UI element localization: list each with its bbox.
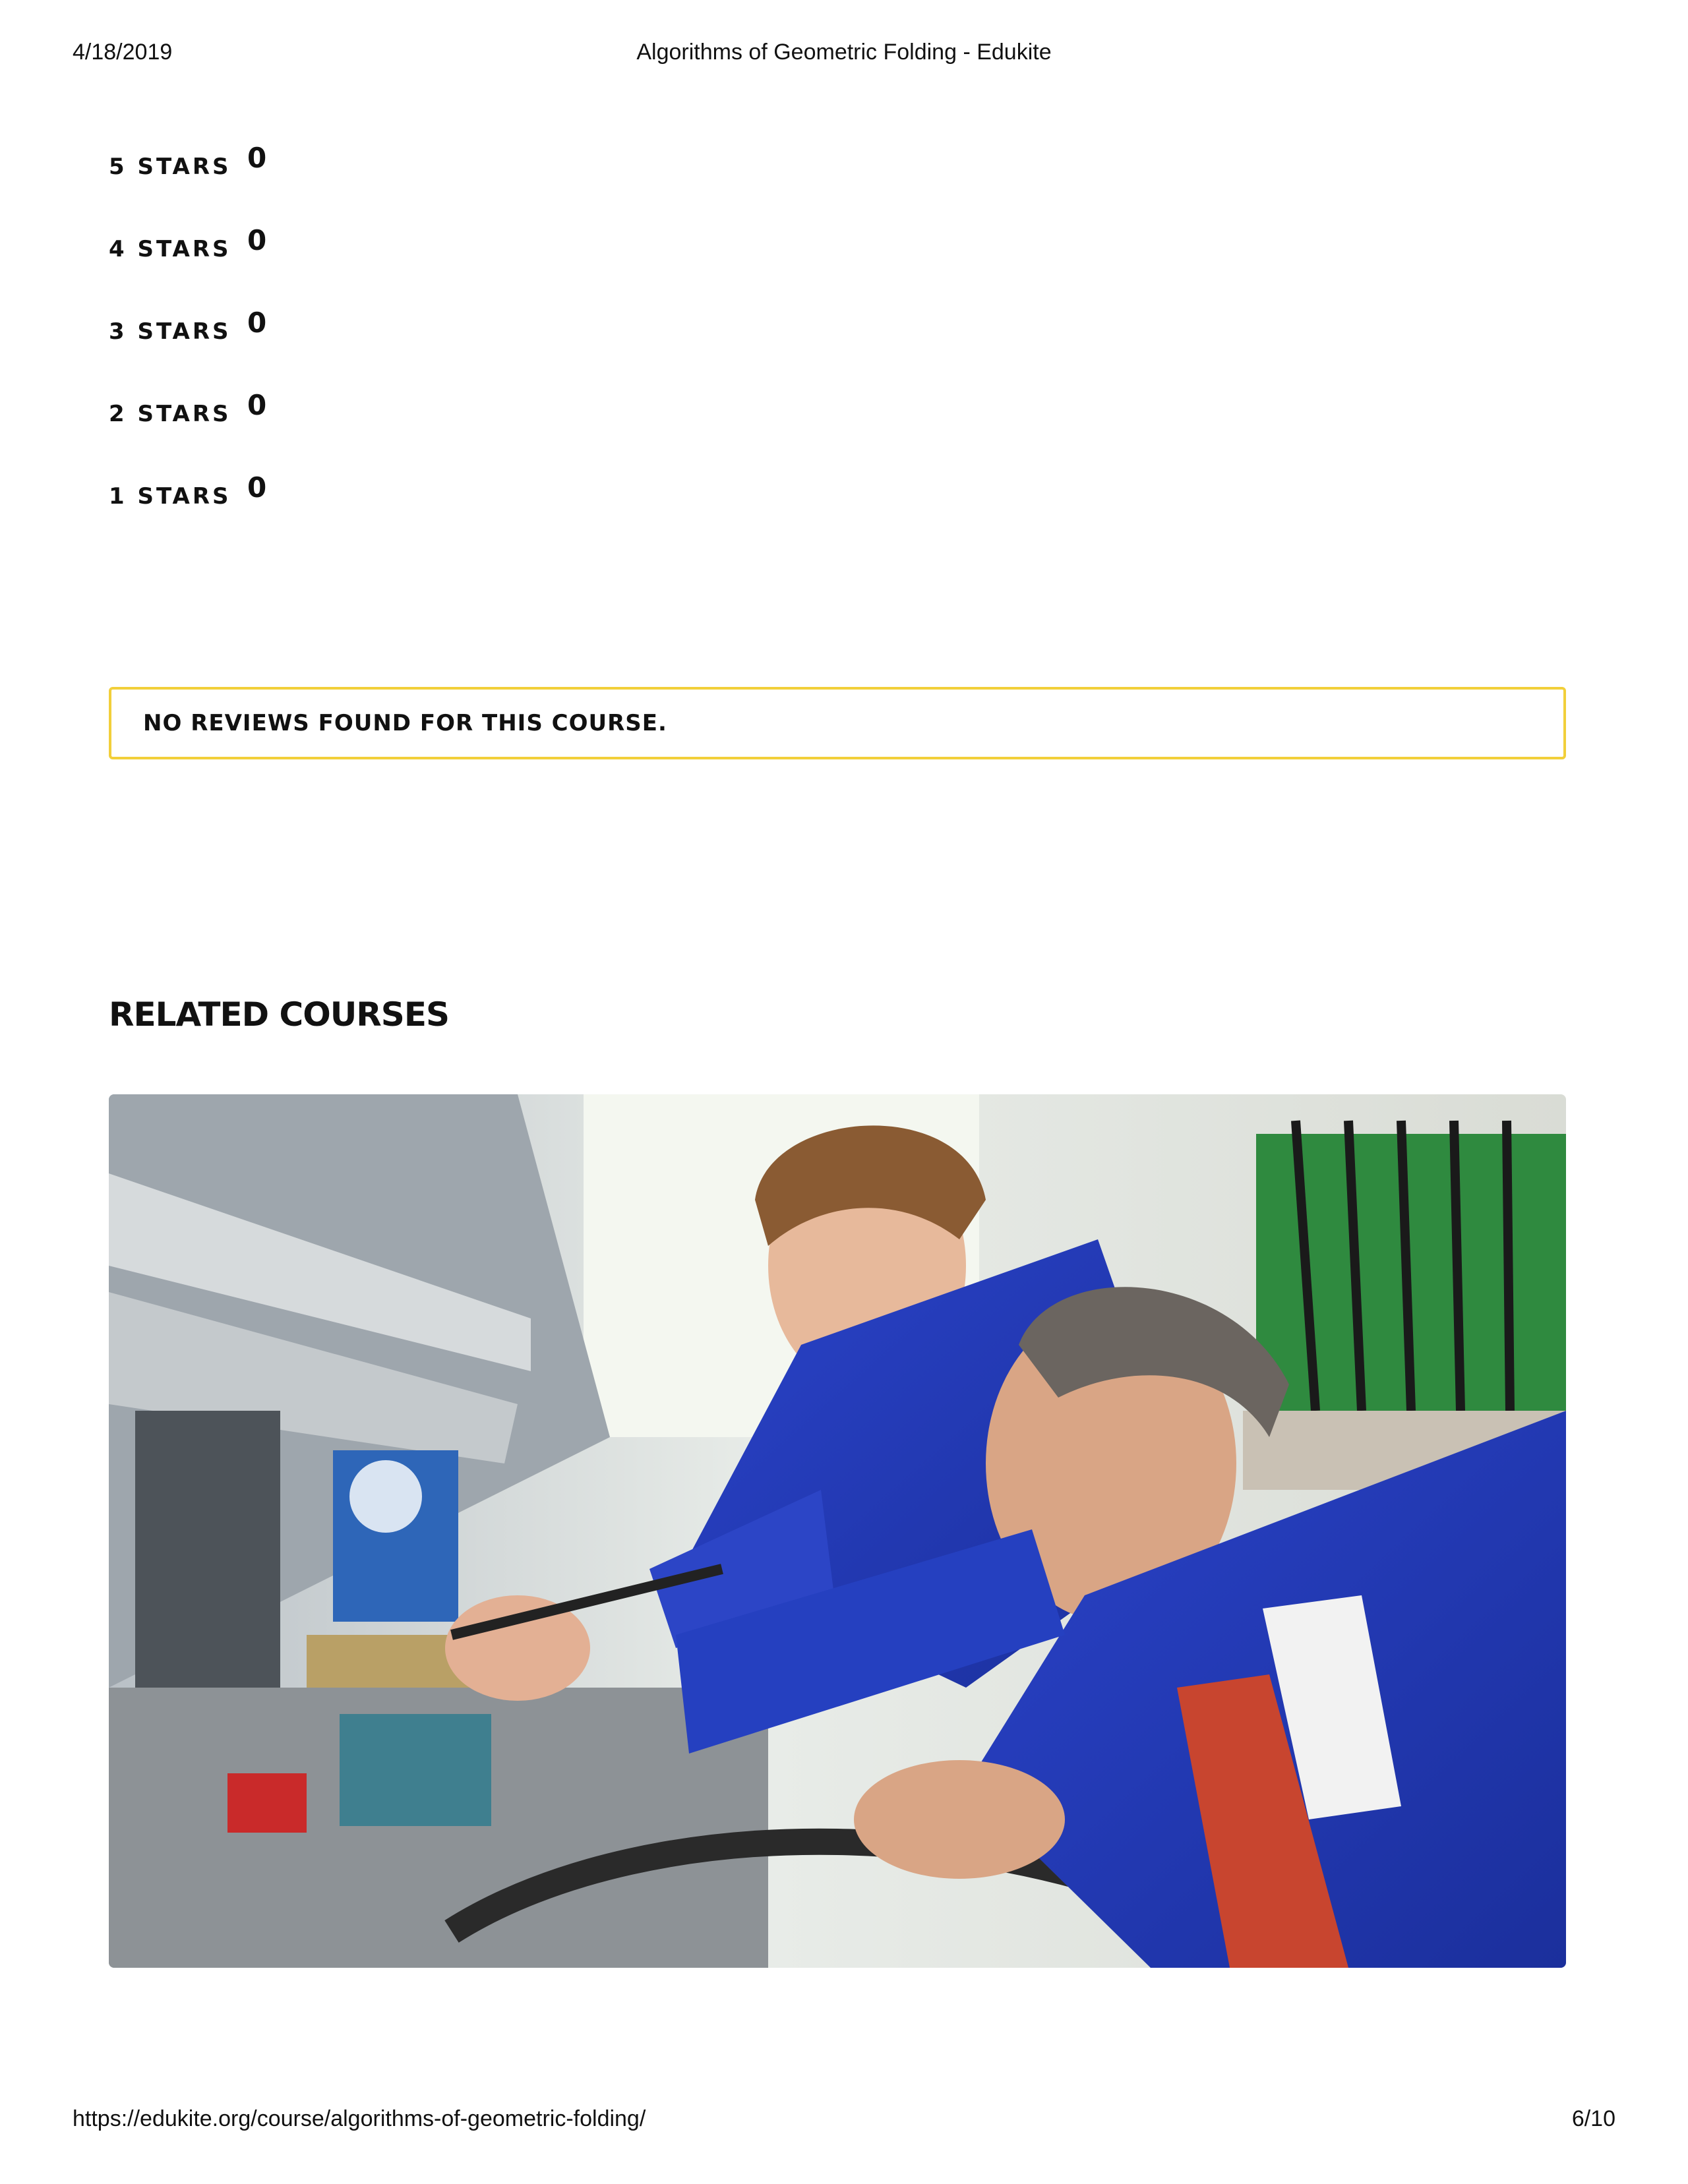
rating-count: 0 [247, 142, 267, 174]
rating-label: 2 STARS [109, 401, 231, 427]
related-course-image[interactable] [109, 1094, 1566, 1968]
rating-row [109, 307, 266, 389]
rating-count: 0 [247, 389, 267, 421]
rating-row [109, 142, 266, 224]
rating-label: 4 STARS [109, 236, 231, 262]
rating-count: 0 [247, 471, 267, 504]
rating-label: 1 STARS [109, 483, 231, 510]
print-title: Algorithms of Geometric Folding - Edukite [636, 40, 1052, 65]
rating-count: 0 [247, 307, 267, 339]
rating-label: 5 STARS [109, 154, 231, 180]
rating-row [109, 471, 266, 554]
print-header [0, 40, 1688, 69]
rating-breakdown [109, 142, 266, 554]
rating-label: 3 STARS [109, 318, 231, 345]
page-url: https://edukite.org/course/algorithms-of-geometric-folding/ [73, 2106, 646, 2131]
rating-count: 0 [247, 224, 267, 256]
no-reviews-message: NO REVIEWS FOUND FOR THIS COURSE. [143, 710, 667, 736]
course-photo-icon [109, 1094, 1566, 1968]
rating-row [109, 389, 266, 471]
related-courses-heading: RELATED COURSES [109, 995, 449, 1034]
page-number: 6/10 [1571, 2106, 1615, 2131]
print-date: 4/18/2019 [73, 40, 173, 65]
rating-row [109, 224, 266, 307]
no-reviews-notice [109, 687, 1566, 759]
print-footer [0, 2106, 1688, 2135]
